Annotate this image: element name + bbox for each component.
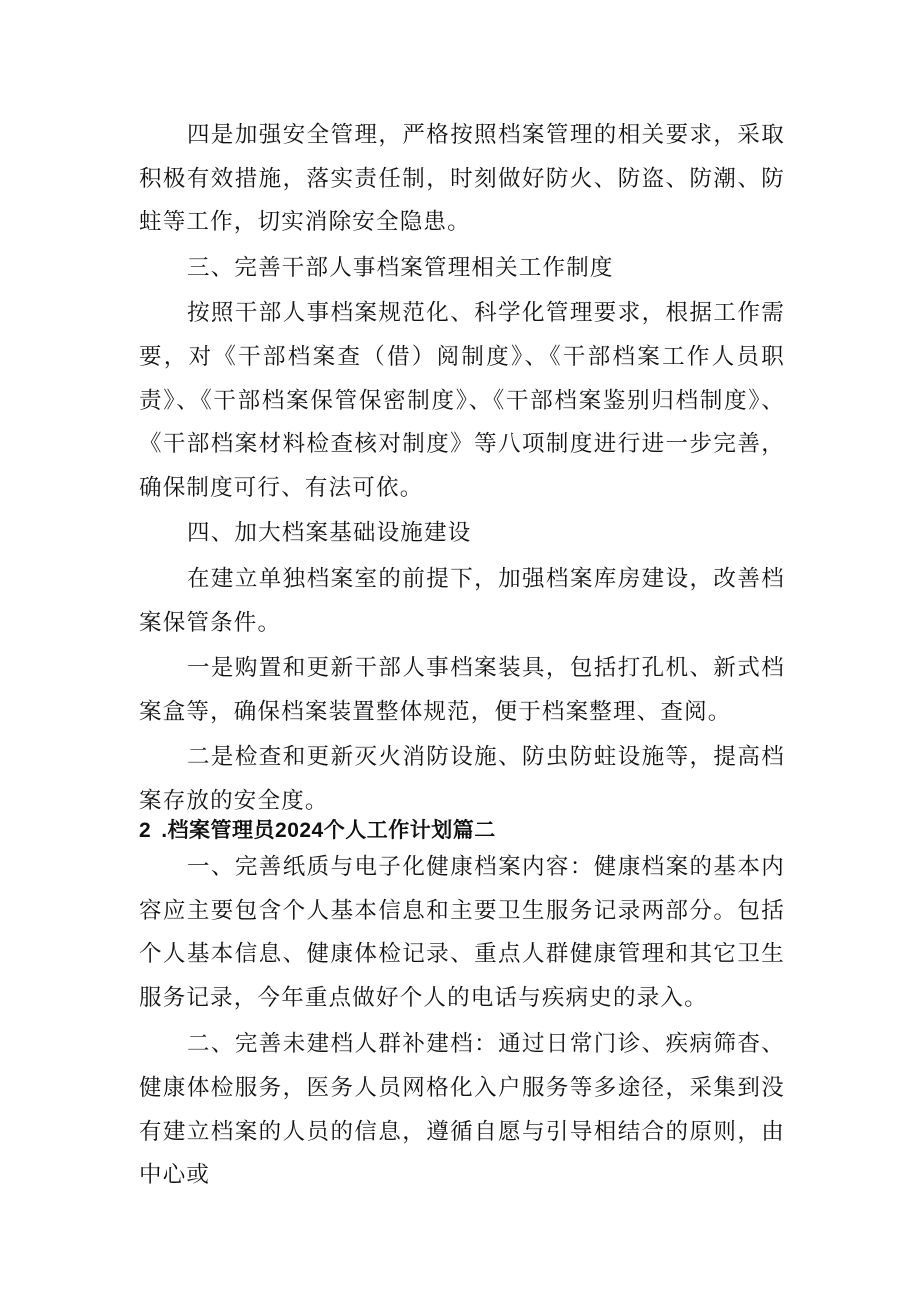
section-title-text: .档案管理员2024个人工作计划篇二 [161, 819, 496, 842]
paragraph-system-list: 按照干部人事档案规范化、科学化管理要求，根据工作需要，对《干部档案查（借）阅制度》、《干部档案工作人员职责》、《干部档案保管保密制度》、《干部档案鉴别归档制度》、《干部档案材料检查核对制度》等八项制度进行进一步完善，确保制度可行、有法可依。 [139, 300, 785, 501]
section-title [139, 814, 496, 844]
heading-infrastructure: 四、加大档案基础设施建设 [187, 520, 472, 547]
paragraph-fire-protection: 二是检查和更新灭火消防设施、防虫防蛀设施等，提高档案存放的安全度。 [139, 744, 785, 814]
paragraph-equipment: 一是购置和更新干部人事档案装具，包括打孔机、新式档案盒等，确保档案装置整体规范，便于档案整理、查阅。 [139, 655, 785, 725]
section-number: 2 [139, 819, 152, 842]
paragraph-health-records: 一、完善纸质与电子化健康档案内容：健康档案的基本内容应主要包含个人基本信息和主要卫生服务记录两部分。包括个人基本信息、健康体检记录、重点人群健康管理和其它卫生服务记录，今年重点做好个人的电话与疾病史的录入。 [139, 854, 785, 1011]
document-body-block-1 [139, 114, 785, 824]
paragraph-supplementary-records: 二、完善未建档人群补建档：通过日常门诊、疾病筛杳、健康体检服务，医务人员网格化入户服务等多途径，采集到没有建立档案的人员的信息，遵循自愿与引导相结合的原则，由中心或 [139, 1031, 785, 1189]
heading-improve-system: 三、完善干部人事档案管理相关工作制度 [187, 254, 614, 281]
paragraph-archive-room: 在建立单独档案室的前提下，加强档案库房建设，改善档案保管条件。 [139, 565, 785, 636]
paragraph-safety-management: 四是加强安全管理，严格按照档案管理的相关要求，采取积极有效措施，落实责任制，时刻做好防火、防盗、防潮、防蛀等工作，切实消除安全隐患。 [139, 122, 785, 236]
document-body-block-2 [139, 846, 785, 1198]
